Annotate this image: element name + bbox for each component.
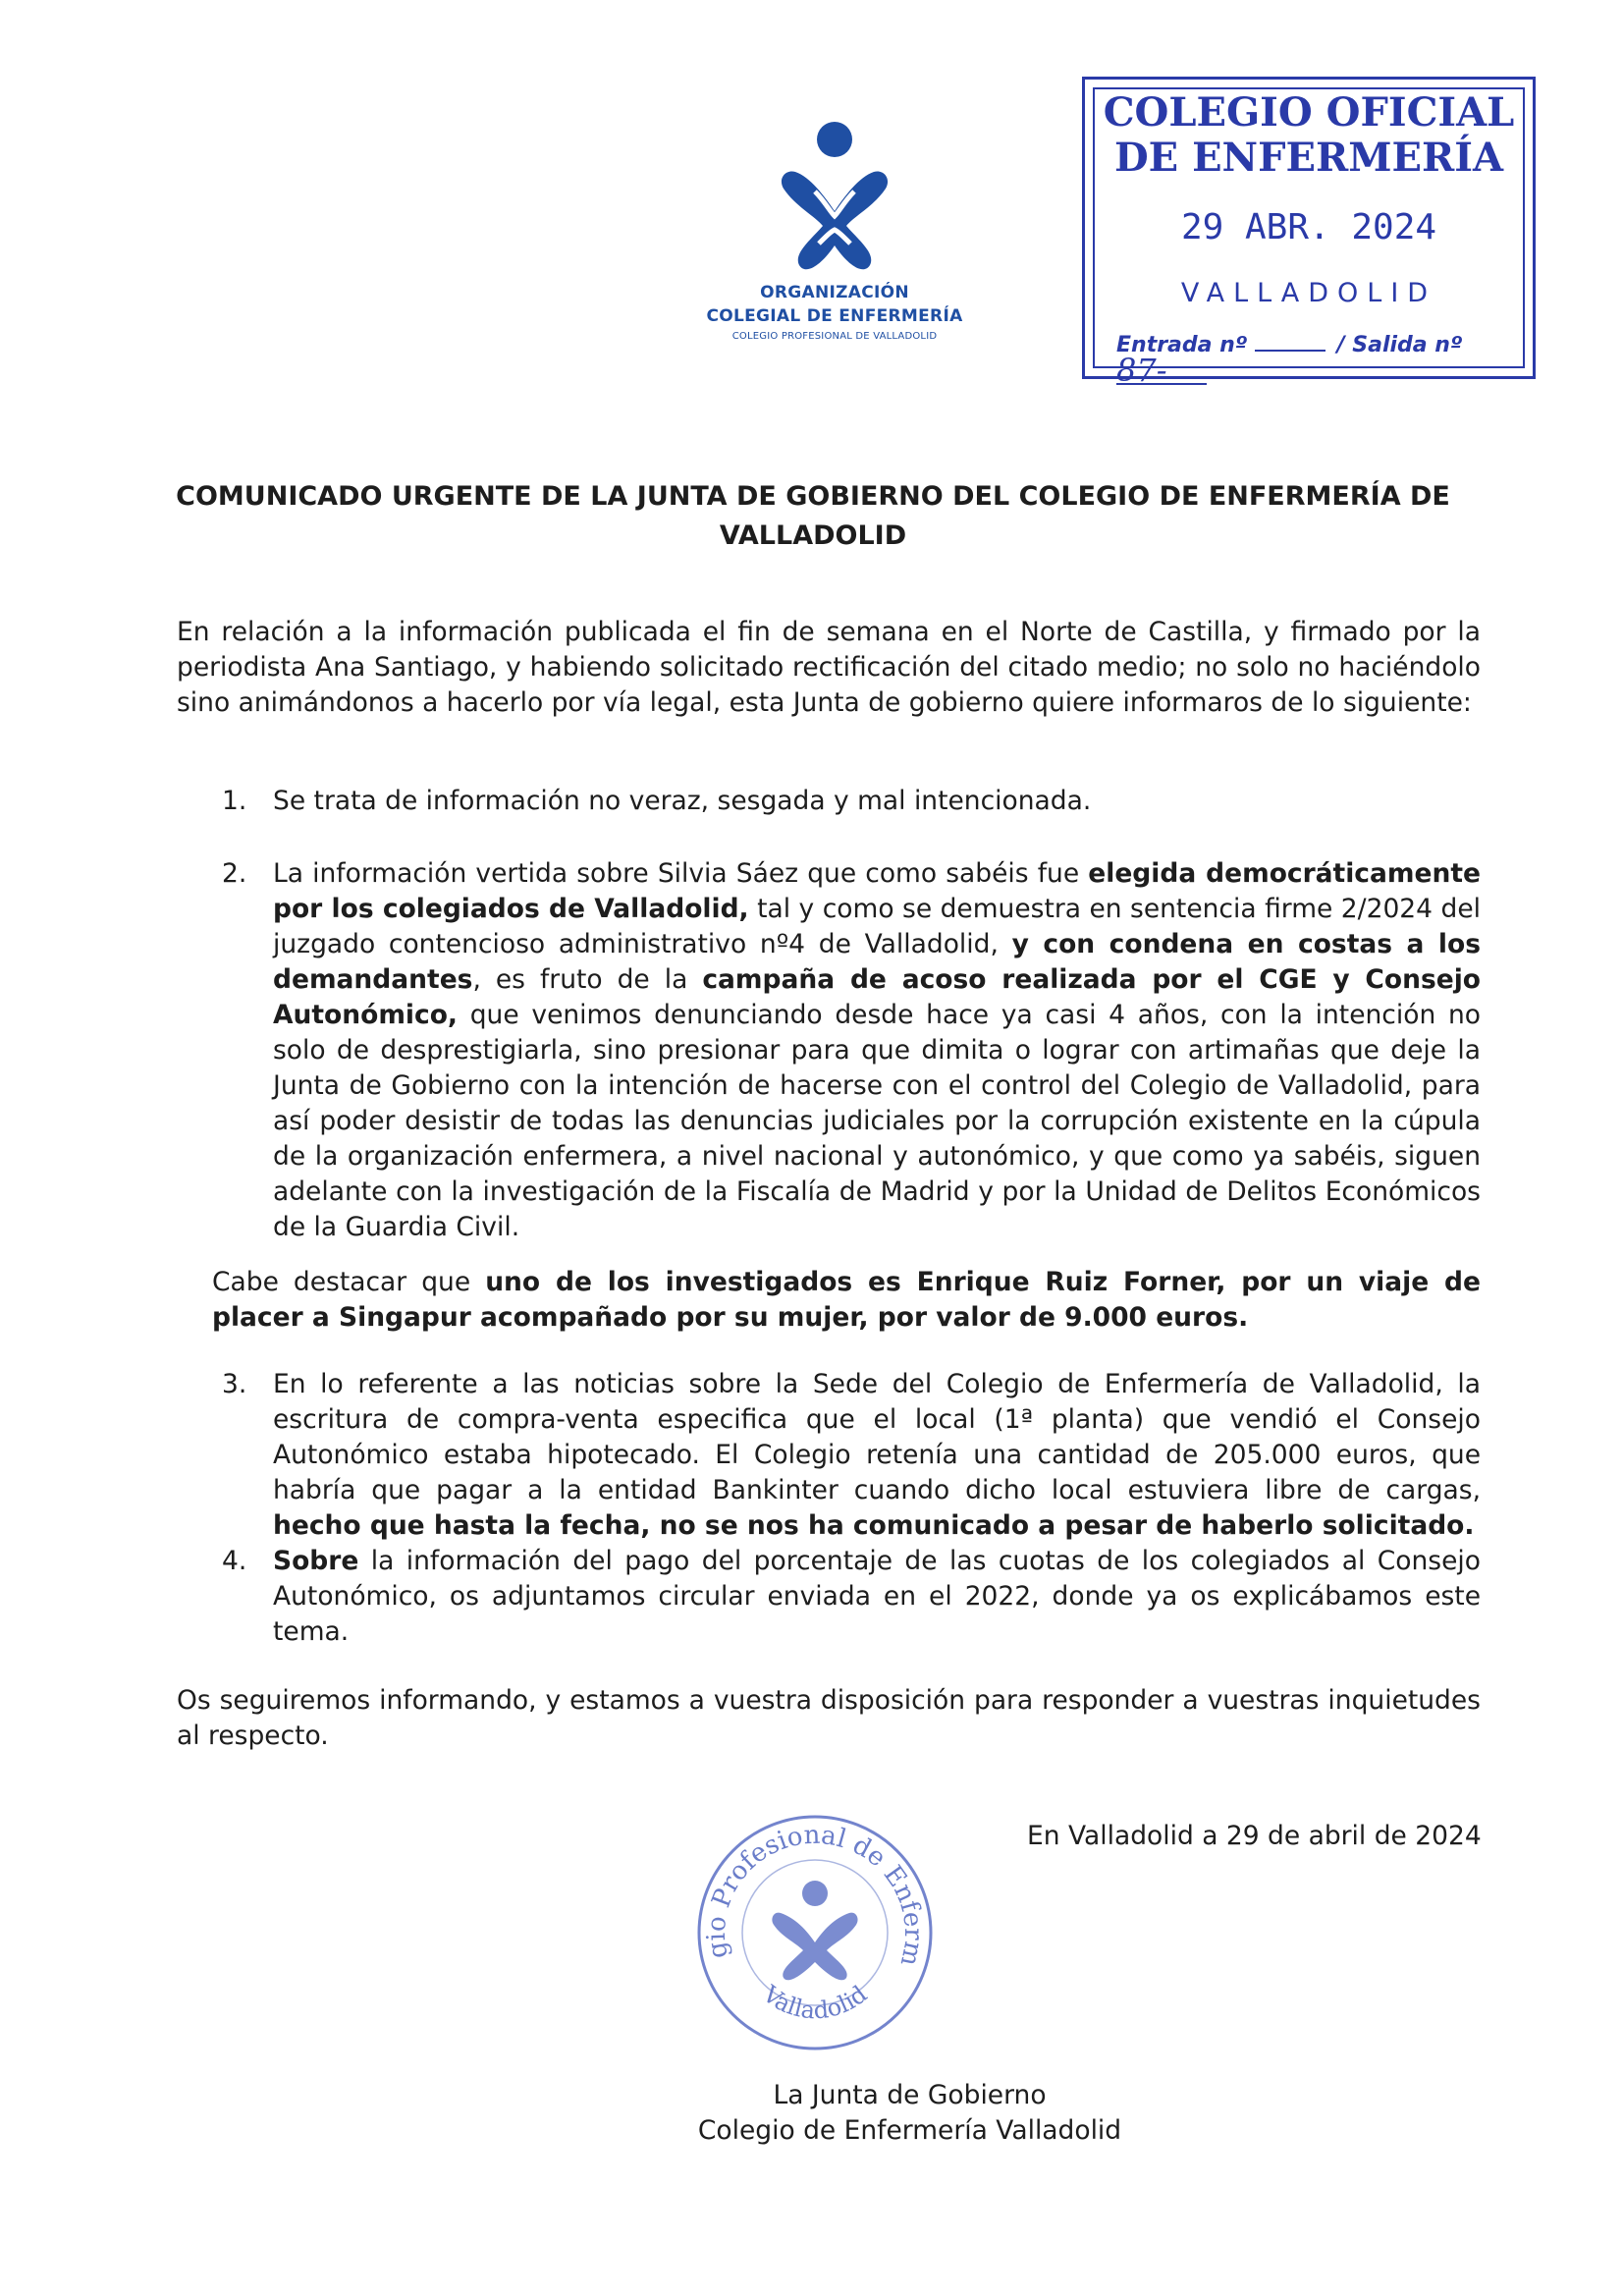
seal-emblem-icon bbox=[687, 1805, 943, 2060]
document-title: COMUNICADO URGENTE DE LA JUNTA DE GOBIERNO DEL COLEGIO DE ENFERMERÍA DE VALLADOLID bbox=[176, 481, 1450, 551]
stamp-date: 29 ABR. 2024 bbox=[1180, 207, 1437, 247]
registry-stamp bbox=[1082, 77, 1536, 389]
intro-paragraph: En relación a la información publicada el fin de semana en el Norte de Castilla, y firmado por la periodista Ana Santiago, y habiendo solicitado rectificación del citado medio; no solo no haciéndolo sino animándonos a hacerlo por vía legal, esta Junta de gobierno quiere informaros de lo siguiente: bbox=[177, 617, 1481, 718]
stamp-city: VALLADOLID bbox=[1180, 278, 1437, 308]
list-item-number: 4. bbox=[222, 1546, 247, 1576]
logo-line-1: ORGANIZACIÓN bbox=[760, 283, 909, 302]
list-item-text: Se trata de información no veraz, sesgada y mal intencionada. bbox=[273, 786, 1092, 816]
list-item-emphasis: Sobre bbox=[273, 1546, 359, 1576]
list-item bbox=[273, 1544, 1481, 1650]
salida-label: / Salida nº bbox=[1336, 333, 1463, 357]
stamp-line-2: DE ENFERMERÍA bbox=[1113, 135, 1504, 181]
highlight-lead: Cabe destacar que bbox=[212, 1267, 486, 1297]
highlight-emphasis: uno de los investigados es Enrique Ruiz Forner, por un viaje de placer a Singapur acompañado por su mujer, por valor de 9.000 euros. bbox=[212, 1267, 1481, 1333]
highlight-paragraph bbox=[212, 1265, 1481, 1336]
entrada-blank bbox=[1255, 350, 1325, 352]
list-item-emphasis: campaña de acoso realizada por el CGE y Consejo Autonómico, bbox=[273, 964, 1481, 1030]
svg-text:Valladolid bbox=[757, 1980, 873, 2025]
signature-line-1: La Junta de Gobierno bbox=[773, 2080, 1047, 2110]
list-item-number: 3. bbox=[222, 1369, 247, 1399]
list-item-text: , es fruto de la bbox=[472, 964, 703, 995]
list-item-text: En lo referente a las noticias sobre la Sede del Colegio de Enfermería de Valladolid, la escritura de compra-venta especifica que el local (1ª planta) que vendió el Consejo Autonómico estaba hipotecado. El Colegio retenía una cantidad de 205.000 euros, que habría que pagar a la entidad Bankinter cuando dicho local estuviera libre de cargas, bbox=[273, 1369, 1481, 1505]
list-item bbox=[273, 856, 1481, 1245]
organization-logo bbox=[687, 118, 982, 354]
list-item bbox=[273, 784, 1481, 819]
nursing-organization-emblem-icon bbox=[776, 118, 893, 275]
closing-paragraph: Os seguiremos informando, y estamos a vuestra disposición para responder a vuestras inquietudes al respecto. bbox=[177, 1685, 1481, 1751]
logo-line-3: COLEGIO PROFESIONAL DE VALLADOLID bbox=[731, 331, 938, 342]
place-date: En Valladolid a 29 de abril de 2024 bbox=[1027, 1821, 1482, 1851]
seal-ring-text: gio Profesional de Enferm bbox=[701, 1820, 929, 1969]
list-item-number: 2. bbox=[222, 858, 247, 889]
official-round-seal bbox=[687, 1805, 943, 2060]
salida-handwritten-value: 87- bbox=[1116, 357, 1207, 385]
list-item-number: 1. bbox=[222, 786, 247, 816]
list-item-emphasis: y con condena en costas a los demandantes bbox=[273, 929, 1481, 995]
list-item-text: que venimos denunciando desde hace ya casi 4 años, con la intención no solo de desprestigiarla, sino presionar para que dimita o lograr con artimañas que deje la Junta de Gobierno con la intención de hacerse con el control del Colegio de Valladolid, para así poder desistir de todas las denuncias judiciales por la corrupción existente en la cúpula de la organización enfermera, a nivel nacional y autonómico, y que como ya sabéis, siguen adelante con la investigación de la Fiscalía de Madrid y por la Unidad de Delitos Económicos de la Guardia Civil. bbox=[273, 1000, 1481, 1242]
list-item-text: tal y como se demuestra en sentencia firme 2/2024 del juzgado contencioso administrativo nº4 de Valladolid, bbox=[273, 894, 1481, 959]
logo-line-2: COLEGIAL DE ENFERMERÍA bbox=[706, 306, 963, 326]
list-item-emphasis: hecho que hasta la fecha, no se nos ha comunicado a pesar de haberlo solicitado. bbox=[273, 1510, 1475, 1541]
list-item bbox=[273, 1367, 1481, 1544]
seal-bottom-text: Valladolid bbox=[757, 1980, 873, 2025]
entrada-label: Entrada nº bbox=[1116, 333, 1248, 357]
stamp-line-1: COLEGIO OFICIAL bbox=[1103, 89, 1515, 136]
list-item-emphasis: elegida democráticamente por los colegiados de Valladolid, bbox=[273, 858, 1481, 924]
signature-line-2: Colegio de Enfermería Valladolid bbox=[697, 2115, 1122, 2146]
stamp-registry-line bbox=[1116, 333, 1533, 387]
list-item-text: la información del pago del porcentaje de las cuotas de los colegiados al Consejo Autonómico, os adjuntamos circular enviada en el 2022, donde ya os explicábamos este tema. bbox=[273, 1546, 1481, 1647]
list-item-text: La información vertida sobre Silvia Sáez que como sabéis fue bbox=[273, 858, 1089, 889]
